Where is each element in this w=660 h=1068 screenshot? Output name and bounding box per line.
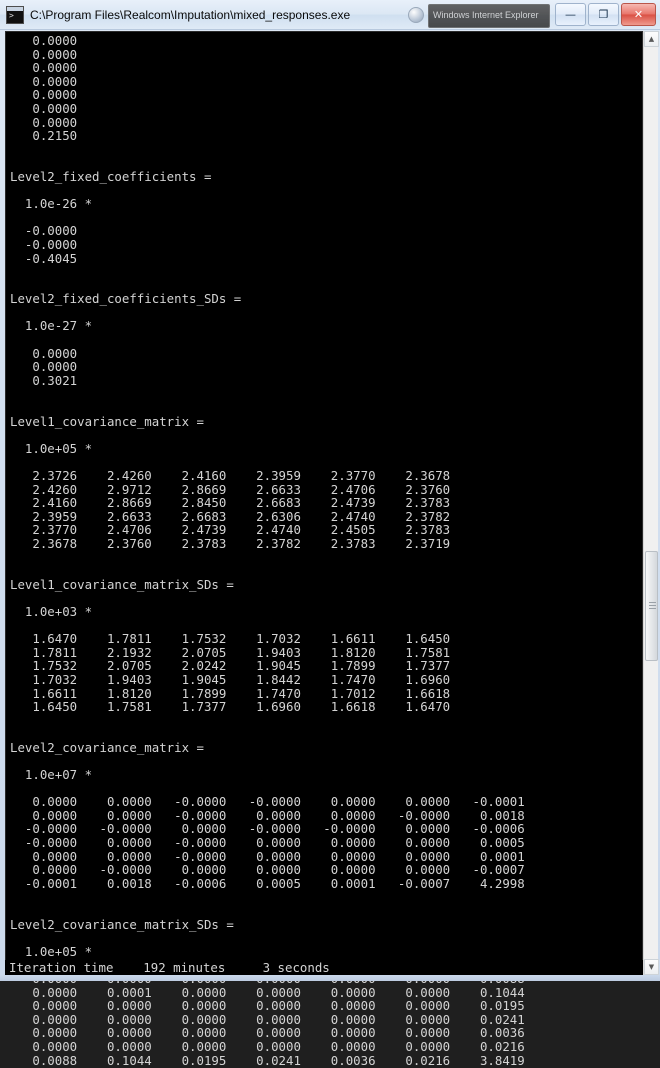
console-line: Level2_fixed_coefficients_SDs = [10, 291, 242, 307]
console-line: -0.0001 0.0018 -0.0006 0.0005 0.0001 -0.0007 4.2998 [10, 875, 525, 891]
console-line [10, 401, 642, 415]
console-text [6, 32, 642, 1067]
console-line [10, 564, 642, 578]
console-line: 1.6450 1.7581 1.7377 1.6960 1.6618 1.6470 [10, 699, 451, 715]
console-line: 0.0000 [10, 60, 78, 76]
console-line: -0.0000 [10, 236, 78, 252]
console-line [10, 904, 642, 918]
console-line: -0.0000 0.0000 -0.0000 0.0000 0.0000 0.0000 0.0005 [10, 835, 525, 851]
console-line [10, 279, 642, 293]
console-line [10, 890, 642, 904]
console-line [10, 265, 642, 279]
scrollbar-thumb[interactable] [645, 551, 658, 661]
console-line: 0.0000 0.0000 0.0000 0.0000 0.0000 0.0000 0.0216 [10, 1038, 525, 1054]
console-line: 1.6470 1.7811 1.7532 1.7032 1.6611 1.6450 [10, 631, 451, 647]
console-line [10, 184, 642, 198]
console-line [10, 387, 642, 401]
minimize-button[interactable]: — [555, 3, 586, 26]
console-line: 0.0000 0.0000 0.0000 0.0000 0.0000 0.0000 0.0036 [10, 1025, 525, 1041]
console-line: 2.3678 2.3760 2.3783 2.3782 2.3783 2.3719 [10, 535, 451, 551]
console-line [10, 156, 642, 170]
console-line: 0.0000 [10, 345, 78, 361]
console-line: 2.4260 2.9712 2.8669 2.6633 2.4706 2.3760 [10, 481, 451, 497]
console-line: Level2_covariance_matrix = [10, 739, 204, 755]
console-line: 0.0000 0.0000 -0.0000 0.0000 0.0000 0.0000 0.0001 [10, 848, 525, 864]
console-line [10, 455, 642, 469]
vertical-scrollbar[interactable] [643, 31, 658, 975]
console-line: 0.2150 [10, 128, 78, 144]
console-line [10, 782, 642, 796]
scroll-down-icon[interactable]: ▼ [644, 959, 659, 975]
console-line: 0.0000 [10, 73, 78, 89]
console-line: -0.4045 [10, 250, 78, 266]
console-line: 1.7532 2.0705 2.0242 1.9045 1.7899 1.7377 [10, 658, 451, 674]
console-line: Level1_covariance_matrix = [10, 413, 204, 429]
console-line: Level2_covariance_matrix_SDs = [10, 916, 234, 932]
console-line [10, 333, 642, 347]
console-line: 0.0000 0.0001 0.0000 0.0000 0.0000 0.0000 0.1044 [10, 984, 525, 1000]
console-line: -0.0000 [10, 223, 78, 239]
console-line: -0.0000 -0.0000 0.0000 -0.0000 -0.0000 0.0000 -0.0006 [10, 821, 525, 837]
console-line [10, 428, 642, 442]
window-bottom-edge [0, 975, 660, 981]
console-line [10, 143, 642, 157]
console-line: 2.3959 2.6633 2.6683 2.6306 2.4740 2.3782 [10, 508, 451, 524]
console-line: 2.3770 2.4706 2.4739 2.4740 2.4505 2.3783 [10, 522, 451, 538]
console-line: 0.0000 0.0000 -0.0000 -0.0000 0.0000 0.0000 -0.0001 [10, 794, 525, 810]
console-line: 0.0000 0.0000 0.0000 0.0000 0.0000 0.0000 0.0241 [10, 1011, 525, 1027]
console-line: Level1_covariance_matrix_SDs = [10, 576, 234, 592]
console-line: 1.0e-26 * [10, 196, 93, 212]
console-line: 1.6611 1.8120 1.7899 1.7470 1.7012 1.6618 [10, 685, 451, 701]
console-line: 0.0000 [10, 114, 78, 130]
console-line: 2.3726 2.4260 2.4160 2.3959 2.3770 2.3678 [10, 468, 451, 483]
console-line [10, 591, 642, 605]
console-line [10, 727, 642, 741]
window-controls [555, 3, 656, 26]
console-line: 1.0e+05 * [10, 943, 93, 959]
console-line: 1.7811 2.1932 2.0705 1.9403 1.8120 1.7581 [10, 644, 451, 660]
console-line: 1.0e+03 * [10, 603, 93, 619]
console-line: 1.0e-27 * [10, 318, 93, 334]
console-line: 0.0000 0.0000 0.0000 0.0000 0.0000 0.0000 0.0195 [10, 998, 525, 1014]
console-line [10, 551, 642, 565]
maximize-button[interactable]: ❐ [588, 3, 619, 26]
close-button[interactable]: ✕ [621, 3, 656, 26]
console-line: 0.0000 [10, 33, 78, 48]
console-window-icon [6, 6, 24, 24]
background-window-title: Windows Internet Explorer [433, 10, 539, 20]
scroll-up-icon[interactable]: ▲ [644, 31, 659, 47]
console-line: 0.0000 [10, 359, 78, 375]
console-line: 0.0000 [10, 46, 78, 62]
console-line: 1.0e+07 * [10, 767, 93, 783]
window-title: C:\Program Files\Realcom\Imputation\mixed_responses.exe [30, 7, 351, 22]
console-line: 0.0088 0.1044 0.0195 0.0241 0.0036 0.0216 3.8419 [10, 1052, 525, 1068]
console-line [10, 754, 642, 768]
background-window-titlebar[interactable] [428, 4, 550, 28]
scrollbar-grip-icon [649, 602, 656, 610]
console-line: Level2_fixed_coefficients = [10, 168, 212, 184]
title-bar[interactable] [0, 0, 660, 30]
console-line: 0.3021 [10, 372, 78, 388]
console-line: 0.0000 [10, 87, 78, 103]
console-line [10, 306, 642, 320]
background-window-icon [408, 7, 424, 23]
console-output[interactable] [5, 31, 643, 1068]
console-line: 0.0000 0.0000 -0.0000 0.0000 0.0000 -0.0000 0.0018 [10, 807, 525, 823]
console-line [10, 211, 642, 225]
iteration-time-status: Iteration time 192 minutes 3 seconds [5, 960, 643, 975]
console-line: 0.0000 [10, 100, 78, 116]
console-line: 2.4160 2.8669 2.8450 2.6683 2.4739 2.3783 [10, 495, 451, 511]
console-line: 1.7032 1.9403 1.9045 1.8442 1.7470 1.6960 [10, 671, 451, 687]
console-line [10, 619, 642, 633]
console-line: 1.0e+05 * [10, 440, 93, 456]
console-line [10, 714, 642, 728]
console-line [10, 931, 642, 945]
console-line: 0.0000 -0.0000 0.0000 0.0000 0.0000 0.0000 -0.0007 [10, 862, 525, 878]
